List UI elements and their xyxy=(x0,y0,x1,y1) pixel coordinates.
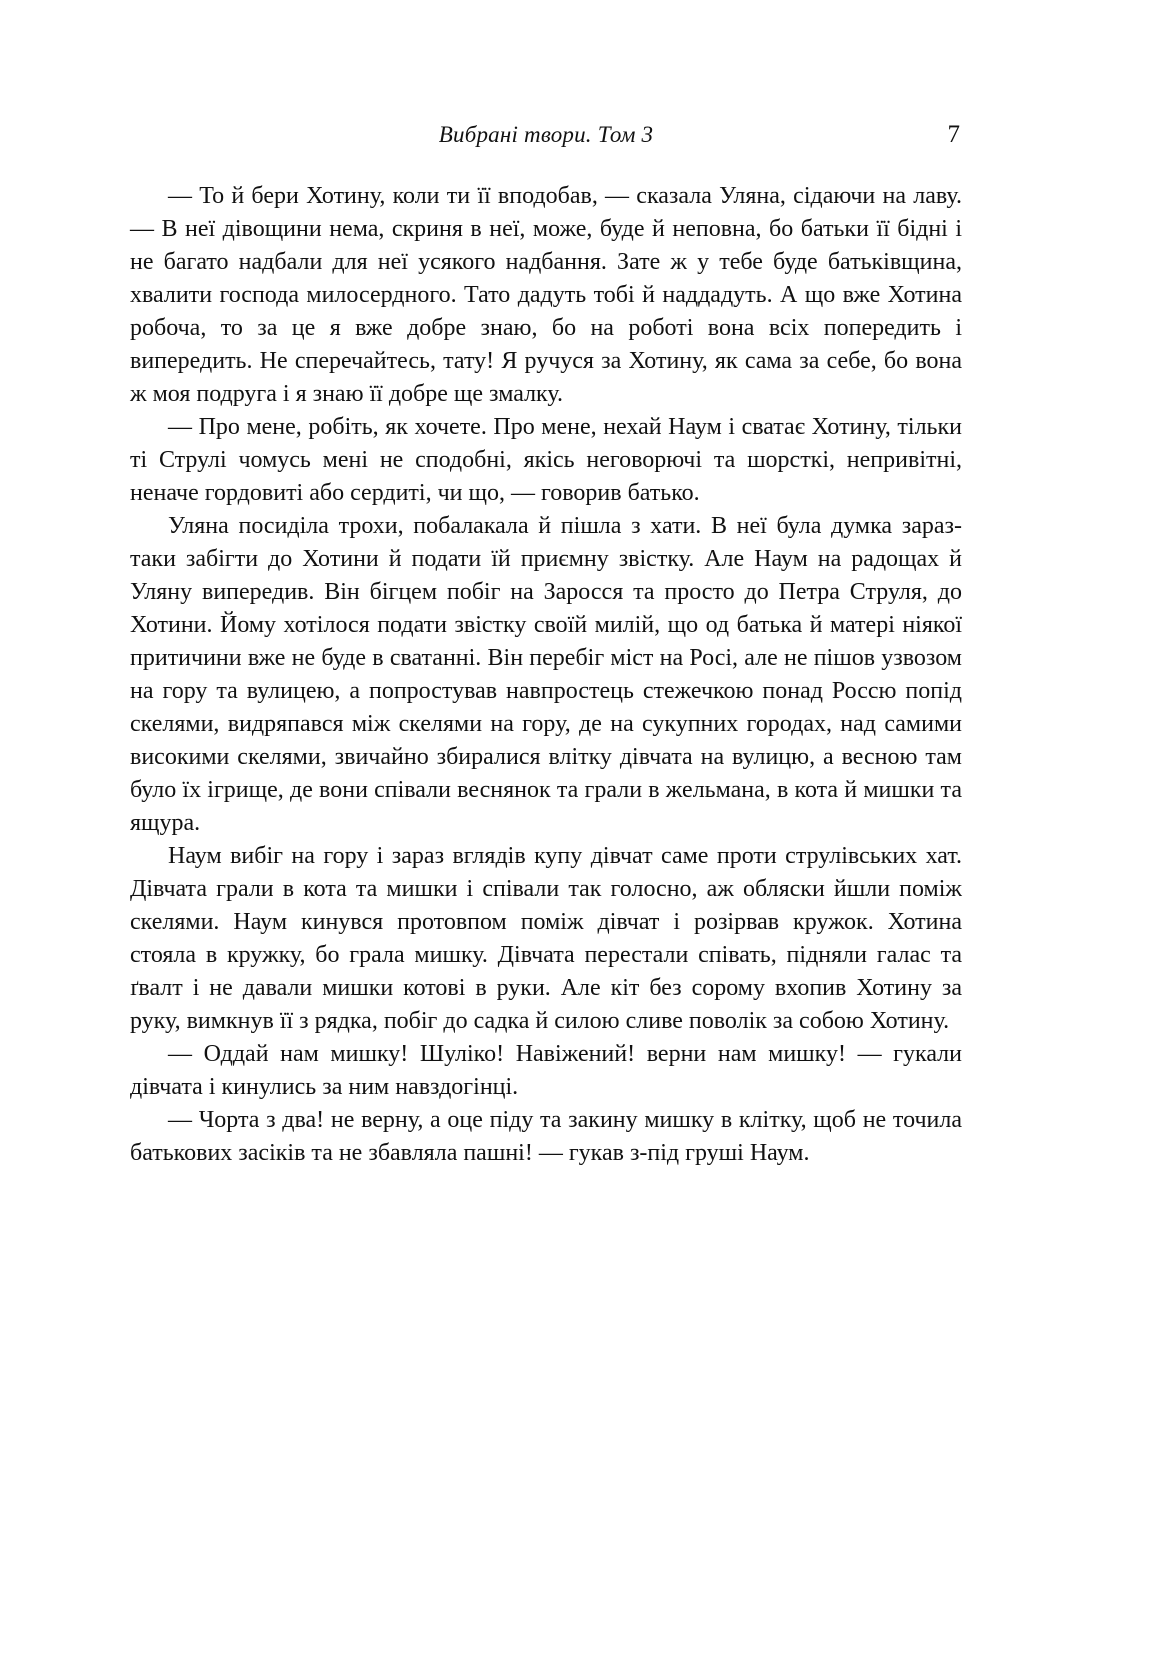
page-number: 7 xyxy=(947,121,960,148)
paragraph-4: Наум вибіг на гору і зараз вглядів купу дівчат саме проти струлівських хат. Дівчата грали в кота та мишки і співали так голосно, аж обляски йшли поміж скелями. Наум кинувся протовпом поміж дівчат і розірвав кружок. Хотина стояла в кружку, бо грала мишку. Дівчата перестали співать, підняли галас та ґвалт і не давали мишки котові в руки. Але кіт без сорому вхопив Хотину за руку, вимкнув її з рядка, побіг до садка й силою сливе поволік за собою Хотину. xyxy=(130,843,962,1034)
paragraph-5: — Оддай нам мишку! Шуліко! Навіжений! верни нам мишку! — гукали дівчата і кинулись за ним навздогінці. xyxy=(130,1041,962,1100)
paragraph-6: — Чорта з два! не верну, а оце піду та закину мишку в клітку, щоб не точила батькових засіків та не збавляла пашні! — гукав з-під груші Наум. xyxy=(130,1107,962,1166)
paragraph-2: — Про мене, робіть, як хочете. Про мене, нехай Наум і сватає Хотину, тільки ті Струлі чомусь мені не сподобні, якісь неговорючі та шорсткі, непривітні, неначе гордовиті або сердиті, чи що, — говорив батько. xyxy=(130,414,962,506)
body-text xyxy=(130,180,962,1170)
page-header xyxy=(130,120,962,154)
running-title: Вибрані твори. Том 3 xyxy=(438,122,654,147)
paragraph-1: — То й бери Хотину, коли ти її вподобав, — сказала Уляна, сідаючи на лаву. — В неї дівощини нема, скриня в неї, може, буде й неповна, бо батьки її бідні і не багато надбали для неї усякого надбання. Зате ж у тебе буде батьківщина, хвалити господа милосердного. Тато дадуть тобі й наддадуть. А що вже Хотина робоча, то за це я вже добре знаю, бо на роботі вона всіх попередить і випередить. Не сперечайтесь, тату! Я ручуся за Хотину, як сама за себе, бо вона ж моя подруга і я знаю її добре ще змалку. xyxy=(130,183,962,407)
paragraph-3: Уляна посиділа трохи, побалакала й пішла з хати. В неї була думка зараз-таки забігти до Хотини й подати їй приємну звістку. Але Наум на радощах й Уляну випередив. Він бігцем побіг на Заросся та просто до Петра Струля, до Хотини. Йому хотілося подати звістку своїй милій, що од батька й матері ніякої притичини вже не буде в сватанні. Він перебіг міст на Росі, але не пішов узвозом на гору та вулицею, а попростував навпростець стежечкою понад Россю попід скелями, видряпався між скелями на гору, де на сукупних городах, над самими високими скелями, звичайно збиралися влітку дівчата на вулицю, а весною там було їх ігрище, де вони співали веснянок та грали в жельмана, в кота й мишки та ящура. xyxy=(130,513,962,836)
